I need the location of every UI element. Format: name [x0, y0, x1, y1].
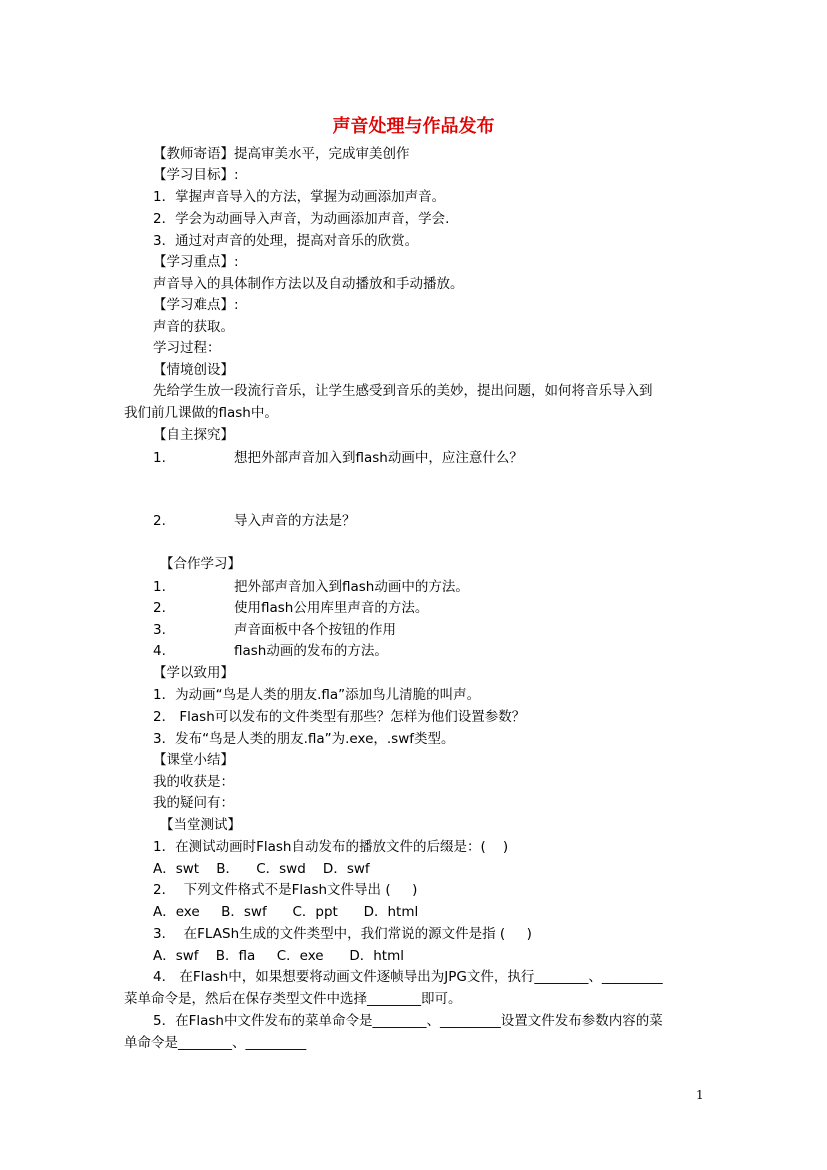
difficulty-header: 【学习难点】: — [153, 297, 239, 313]
page-number: 1 — [696, 1088, 704, 1102]
scenario-text: 我们前几课做的flash中。 — [124, 405, 278, 421]
test-line: 1．在测试动画时Flash自动发布的播放文件的后缀是：( ) — [153, 839, 509, 855]
coop-number: 2. — [153, 600, 166, 616]
page-title: 声音处理与作品发布 — [332, 116, 495, 137]
key-header: 【学习重点】: — [153, 254, 239, 270]
explore-number: 1. — [153, 450, 166, 466]
key-text: 声音导入的具体制作方法以及自动播放和手动播放。 — [153, 276, 464, 292]
test-line: 3． 在FLASh生成的文件类型中，我们常说的源文件是指 ( ) — [153, 926, 532, 942]
test-options: A．swt B． C．swd D．swf — [153, 861, 370, 877]
test-line: 4． 在Flash中，如果想要将动画文件逐帧导出为JPG文件，执行________、_________ — [153, 969, 663, 985]
coop-item: 声音面板中各个按钮的作用 — [234, 622, 396, 638]
teacher-message: 【教师寄语】提高审美水平，完成审美创作 — [153, 146, 410, 162]
test-line: 5．在Flash中文件发布的菜单命令是________、_________设置文件发布参数内容的菜 — [153, 1013, 663, 1029]
coop-number: 4. — [153, 643, 166, 659]
test-line: 菜单命令是，然后在保存类型文件中选择________即可。 — [124, 991, 462, 1007]
test-options: A．exe B．swf C．ppt D．html — [153, 904, 419, 920]
explore-header: 【自主探究】 — [153, 427, 234, 443]
coop-item: flash动画的发布的方法。 — [234, 643, 388, 659]
scenario-text: 先给学生放一段流行音乐，让学生感受到音乐的美妙，提出问题，如何将音乐导入到 — [153, 383, 653, 399]
scenario-header: 【情境创设】 — [153, 362, 234, 378]
coop-header: 【合作学习】 — [160, 556, 241, 572]
test-line: 单命令是________、_________ — [124, 1035, 307, 1051]
apply-item: 1．为动画“鸟是人类的朋友.fla”添加鸟儿清脆的叫声。 — [153, 687, 481, 703]
coop-item: 把外部声音加入到flash动画中的方法。 — [234, 579, 469, 595]
explore-question: 导入声音的方法是？ — [234, 513, 356, 529]
goal-item: 3．通过对声音的处理，提高对音乐的欣赏。 — [153, 233, 419, 249]
test-line: 2． 下列文件格式不是Flash文件导出 ( ) — [153, 882, 418, 898]
coop-item: 使用flash公用库里声音的方法。 — [234, 600, 429, 616]
process-label: 学习过程： — [153, 340, 221, 356]
goal-item: 2．学会为动画导入声音，为动画添加声音，学会. — [153, 211, 450, 227]
apply-item: 3．发布“鸟是人类的朋友.fla”为.exe，.swf类型。 — [153, 731, 455, 747]
explore-number: 2. — [153, 513, 166, 529]
difficulty-text: 声音的获取。 — [153, 319, 234, 335]
goal-item: 1．掌握声音导入的方法，掌握为动画添加声音。 — [153, 189, 446, 205]
apply-item: 2． Flash可以发布的文件类型有那些？怎样为他们设置参数？ — [153, 709, 526, 725]
apply-header: 【学以致用】 — [153, 665, 234, 681]
summary-header: 【课堂小结】 — [153, 752, 234, 768]
test-options: A．swf B．fla C．exe D．html — [153, 948, 404, 964]
coop-number: 1. — [153, 579, 166, 595]
summary-item: 我的疑问有： — [153, 795, 234, 811]
test-header: 【当堂测试】 — [160, 817, 241, 833]
goals-header: 【学习目标】: — [153, 167, 239, 183]
coop-number: 3. — [153, 622, 166, 638]
summary-item: 我的收获是： — [153, 774, 234, 790]
explore-question: 想把外部声音加入到flash动画中，应注意什么？ — [234, 450, 523, 466]
